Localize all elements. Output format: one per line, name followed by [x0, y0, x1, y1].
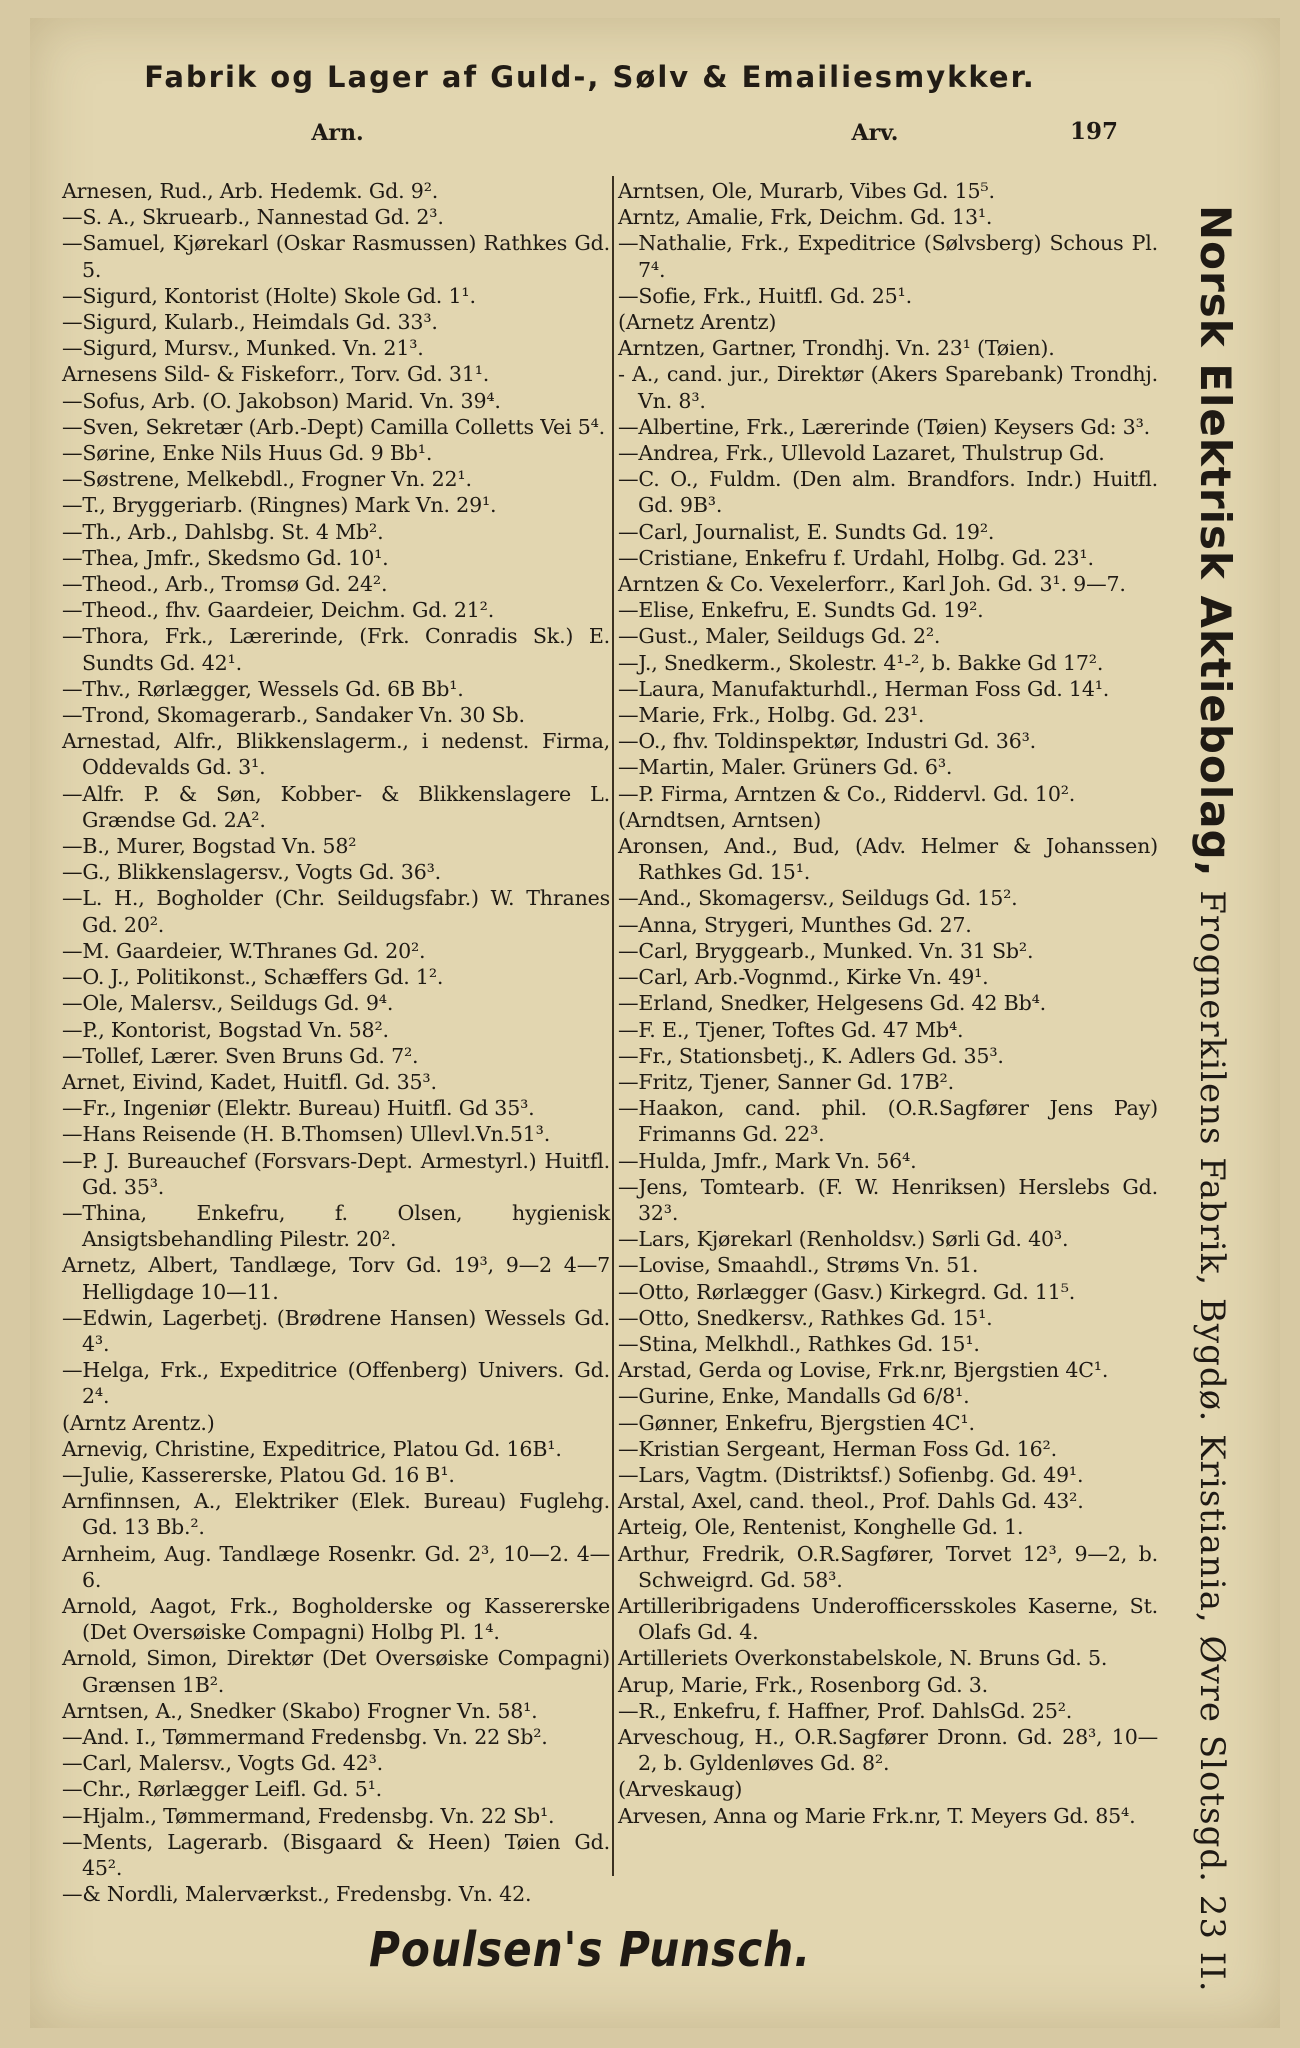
directory-entry: Arteig, Ole, Rentenist, Konghelle Gd. 1.: [618, 1515, 1024, 1540]
directory-entry: —Fr., Stationsbetj., K. Adlers Gd. 35³.: [618, 1043, 1004, 1068]
directory-entry: Arnevig, Christine, Expeditrice, Platou Gd. 16B¹.: [62, 1436, 562, 1461]
directory-entry: Arnold, Simon, Direktør (Det Oversøiske Compagni) Grænsen 1B².: [62, 1646, 610, 1697]
directory-entry: —T., Bryggeriarb. (Ringnes) Mark Vn. 29¹.: [62, 493, 497, 518]
directory-entry: Arthur, Fredrik, O.R.Sagfører, Torvet 12³, 9—2, b. Schweigrd. Gd. 58³.: [618, 1541, 1158, 1592]
directory-entry: —Erland, Snedker, Helgesens Gd. 42 Bb⁴.: [618, 991, 1046, 1016]
directory-entry: —Sigurd, Kontorist (Holte) Skole Gd. 1¹.: [62, 283, 476, 308]
directory-entry: —B., Murer, Bogstad Vn. 58²: [62, 834, 357, 859]
directory-entry: (Arveskaug): [618, 1777, 743, 1802]
directory-entry: —Sigurd, Mursv., Munked. Vn. 21³.: [62, 336, 424, 361]
directory-entry: Artilleriets Overkonstabelskole, N. Bruns Gd. 5.: [618, 1646, 1108, 1671]
directory-entry: Arnesen, Rud., Arb. Hedemk. Gd. 9².: [62, 179, 439, 203]
directory-entry: —Samuel, Kjørekarl (Oskar Rasmussen) Rathkes Gd. 5.: [62, 231, 610, 282]
directory-entry: Arntzen, Gartner, Trondhj. Vn. 23¹ (Tøien).: [618, 336, 1055, 361]
directory-entry: —And. I., Tømmermand Fredensbg. Vn. 22 Sb².: [62, 1724, 548, 1749]
directory-entry: —C. O., Fuldm. (Den alm. Brandfors. Indr.) Huitfl. Gd. 9B³.: [618, 467, 1158, 518]
directory-entry: —Julie, Kassererske, Platou Gd. 16 B¹.: [62, 1462, 455, 1487]
directory-entry: —Cristiane, Enkefru f. Urdahl, Holbg. Gd. 23¹.: [618, 545, 1094, 570]
directory-entry: —O. J., Politikonst., Schæffers Gd. 1².: [62, 965, 444, 990]
directory-entry: —J., Snedkerm., Skolestr. 4¹-², b. Bakke Gd 17².: [618, 650, 1104, 675]
directory-entry: —Ole, Malersv., Seildugs Gd. 9⁴.: [62, 991, 394, 1016]
directory-entry: —Albertine, Frk., Lærerinde (Tøien) Keysers Gd: 3³.: [618, 414, 1150, 439]
directory-entry: —S. A., Skruearb., Nannestad Gd. 2³.: [62, 205, 444, 230]
column-divider: [612, 176, 614, 1876]
directory-entry: Arveschoug, H., O.R.Sagfører Dronn. Gd. 28³, 10—2, b. Gyldenløves Gd. 8².: [618, 1724, 1158, 1776]
directory-entry: —& Nordli, Malerværkst., Fredensbg. Vn. 42.: [62, 1882, 532, 1907]
right-column-header: Arv.: [851, 120, 899, 146]
side-ad-company: Norsk Elektrisk Aktiebolag,: [1191, 205, 1240, 878]
directory-entry: —Nathalie, Frk., Expeditrice (Sølvsberg) Schous Pl. 7⁴.: [618, 231, 1158, 282]
directory-entry: —Gønner, Enkefru, Bjergstien 4C¹.: [618, 1410, 975, 1435]
directory-entry: —Otto, Snedkersv., Rathkes Gd. 15¹.: [618, 1305, 993, 1330]
directory-entry: Arstal, Axel, cand. theol., Prof. Dahls Gd. 43².: [618, 1489, 1084, 1514]
directory-entry: —P. J. Bureauchef (Forsvars-Dept. Armestyrl.) Huitfl. Gd. 35³.: [62, 1148, 610, 1199]
directory-entry: —Fritz, Tjener, Sanner Gd. 17B².: [618, 1069, 954, 1094]
left-column: [62, 178, 610, 1907]
directory-entry: —Søstrene, Melkebdl., Frogner Vn. 22¹.: [62, 467, 472, 492]
directory-entry: —Anna, Strygeri, Munthes Gd. 27.: [618, 912, 972, 937]
directory-entry: —Hulda, Jmfr., Mark Vn. 56⁴.: [618, 1148, 917, 1173]
directory-entry: —Sofie, Frk., Huitfl. Gd. 25¹.: [618, 283, 912, 308]
page-number: 197: [1070, 118, 1119, 145]
directory-entry: Arup, Marie, Frk., Rosenborg Gd. 3.: [618, 1672, 989, 1697]
directory-entry: —Marie, Frk., Holbg. Gd. 23¹.: [618, 703, 925, 728]
directory-entry: —Th., Arb., Dahlsbg. St. 4 Mb².: [62, 519, 384, 544]
left-column-header: Arn.: [311, 120, 364, 146]
directory-entry: —P. Firma, Arntzen & Co., Riddervl. Gd. 10².: [618, 781, 1076, 806]
directory-entry: —Helga, Frk., Expeditrice (Offenberg) Univers. Gd. 2⁴.: [62, 1358, 610, 1409]
directory-entry: —R., Enkefru, f. Haffner, Prof. DahlsGd. 25².: [618, 1698, 1073, 1723]
directory-entry: —Sigurd, Kularb., Heimdals Gd. 33³.: [62, 310, 438, 335]
directory-entry: —L. H., Bogholder (Chr. Seildugsfabr.) W. Thranes Gd. 20².: [62, 886, 610, 937]
directory-entry: —Tollef, Lærer. Sven Bruns Gd. 7².: [62, 1043, 419, 1068]
directory-entry: —G., Blikkenslagersv., Vogts Gd. 36³.: [62, 860, 441, 885]
directory-entry: Artilleribrigadens Underofficersskoles Kaserne, St. Olafs Gd. 4.: [618, 1593, 1158, 1645]
directory-entry: —Andrea, Frk., Ullevold Lazaret, Thulstrup Gd.: [618, 441, 1105, 466]
bottom-advertisement: Poulsen's Punsch.: [368, 1922, 812, 1978]
directory-entry: —Lars, Kjørekarl (Renholdsv.) Sørli Gd. 40³.: [618, 1227, 1069, 1252]
directory-entry: —Theod., fhv. Gaardeier, Deichm. Gd. 21².: [62, 598, 495, 623]
directory-entry: —Carl, Malersv., Vogts Gd. 42³.: [62, 1751, 384, 1776]
directory-entry: Arnet, Eivind, Kadet, Huitfl. Gd. 35³.: [62, 1069, 437, 1094]
directory-entry: —Theod., Arb., Tromsø Gd. 24².: [62, 572, 388, 597]
directory-entry: Arntsen, Ole, Murarb, Vibes Gd. 15⁵.: [618, 179, 995, 203]
directory-entry: Aronsen, And., Bud, (Adv. Helmer & Johanssen) Rathkes Gd. 15¹.: [618, 834, 1158, 885]
directory-entry: —Carl, Journalist, E. Sundts Gd. 19².: [618, 519, 995, 544]
directory-entry: —Elise, Enkefru, E. Sundts Gd. 19².: [618, 598, 984, 623]
directory-entry: Arnestad, Alfr., Blikkenslagerm., i nedenst. Firma, Oddevalds Gd. 3¹.: [62, 729, 610, 780]
directory-entry: —Chr., Rørlægger Leifl. Gd. 5¹.: [62, 1777, 383, 1802]
directory-entry: Arnesens Sild- & Fiskeforr., Torv. Gd. 31¹.: [62, 362, 490, 387]
directory-entry: —Kristian Sergeant, Herman Foss Gd. 16².: [618, 1436, 1057, 1461]
directory-entry: —Hjalm., Tømmermand, Fredensbg. Vn. 22 Sb¹.: [62, 1803, 555, 1828]
directory-entry: —Thora, Frk., Lærerinde, (Frk. Conradis Sk.) E. Sundts Gd. 42¹.: [62, 624, 610, 675]
directory-entry: —Haakon, cand. phil. (O.R.Sagfører Jens Pay) Frimanns Gd. 22³.: [618, 1096, 1158, 1147]
directory-entry: —M. Gaardeier, W.Thranes Gd. 20².: [62, 938, 426, 963]
directory-entry: —Thina, Enkefru, f. Olsen, hygienisk Ansigtsbehandling Pilestr. 20².: [62, 1200, 610, 1252]
directory-entry: —Sofus, Arb. (O. Jakobson) Marid. Vn. 39⁴.: [62, 388, 501, 413]
directory-entry: —Stina, Melkhdl., Rathkes Gd. 15¹.: [618, 1331, 980, 1356]
directory-entry: —Lovise, Smaahdl., Strøms Vn. 51.: [618, 1253, 979, 1278]
directory-entry: —Carl, Bryggearb., Munked. Vn. 31 Sb².: [618, 938, 1034, 963]
directory-entry: Arstad, Gerda og Lovise, Frk.nr, Bjergstien 4C¹.: [618, 1358, 1109, 1383]
directory-entry: —Martin, Maler. Grüners Gd. 6³.: [618, 755, 953, 780]
right-column: [618, 178, 1158, 1880]
side-ad-address: Frognerkilens Fabrik, Bygdø. Kristiania, Øvre Slotsgd. 23 II.: [1192, 890, 1232, 1993]
top-advertisement: Fabrik og Lager af Guld-, Sølv & Emailiesmykker.: [144, 60, 1036, 94]
directory-entry: Arvesen, Anna og Marie Frk.nr, T. Meyers Gd. 85⁴.: [618, 1803, 1136, 1828]
directory-entry: —F. E., Tjener, Toftes Gd. 47 Mb⁴.: [618, 1017, 964, 1042]
directory-entry: —P., Kontorist, Bogstad Vn. 58².: [62, 1017, 389, 1042]
directory-entry: —Sven, Sekretær (Arb.-Dept) Camilla Colletts Vei 5⁴.: [62, 414, 606, 439]
directory-entry: Arntzen & Co. Vexelerforr., Karl Joh. Gd. 3¹. 9—7.: [618, 572, 1126, 597]
directory-entry: —Thv., Rørlægger, Wessels Gd. 6B Bb¹.: [62, 676, 464, 701]
directory-entry: —Laura, Manufakturhdl., Herman Foss Gd. 14¹.: [618, 676, 1110, 701]
directory-entry: —Ments, Lagerarb. (Bisgaard & Heen) Tøien Gd. 45².: [62, 1829, 610, 1880]
directory-entry: —Gurine, Enke, Mandalls Gd 6/8¹.: [618, 1384, 970, 1409]
directory-entry: Arnold, Aagot, Frk., Bogholderske og Kassererske (Det Oversøiske Compagni) Holbg Pl. 1⁴.: [62, 1593, 610, 1645]
directory-entry: —Sørine, Enke Nils Huus Gd. 9 Bb¹.: [62, 441, 433, 466]
directory-entry: —Jens, Tomtearb. (F. W. Henriksen) Herslebs Gd. 32³.: [618, 1174, 1158, 1225]
directory-entry: —Thea, Jmfr., Skedsmo Gd. 10¹.: [62, 545, 389, 570]
directory-entry: Arnheim, Aug. Tandlæge Rosenkr. Gd. 2³, 10—2. 4—6.: [62, 1541, 610, 1592]
directory-entry: (Arntz Arentz.): [62, 1410, 215, 1435]
directory-entry: Arnetz, Albert, Tandlæge, Torv Gd. 19³, 9—2 4—7 Helligdage 10—11.: [62, 1253, 610, 1304]
directory-entry: —Carl, Arb.-Vognmd., Kirke Vn. 49¹.: [618, 965, 989, 990]
directory-entry: —Fr., Ingeniør (Elektr. Bureau) Huitfl. Gd 35³.: [62, 1096, 535, 1121]
directory-entry: Arnfinnsen, A., Elektriker (Elek. Bureau) Fuglehg. Gd. 13 Bb.².: [62, 1489, 610, 1540]
directory-entry: —Edwin, Lagerbetj. (Brødrene Hansen) Wessels Gd. 4³.: [62, 1305, 610, 1356]
side-advertisement: [1150, 205, 1240, 1993]
directory-entry: - A., cand. jur., Direktør (Akers Sparebank) Trondhj. Vn. 8³.: [618, 362, 1158, 413]
directory-entry: —Gust., Maler, Seildugs Gd. 2².: [618, 624, 941, 649]
directory-entry: —O., fhv. Toldinspektør, Industri Gd. 36³.: [618, 729, 1036, 754]
directory-entry: —And., Skomagersv., Seildugs Gd. 15².: [618, 886, 1018, 911]
directory-entry: —Otto, Rørlægger (Gasv.) Kirkegrd. Gd. 11⁵.: [618, 1279, 1076, 1304]
directory-entry: (Arnetz Arentz): [618, 310, 777, 335]
directory-entry: Arntz, Amalie, Frk, Deichm. Gd. 13¹.: [618, 205, 993, 230]
directory-entry: —Alfr. P. & Søn, Kobber- & Blikkenslagere L. Grændse Gd. 2A².: [62, 781, 610, 832]
directory-entry: Arntsen, A., Snedker (Skabo) Frogner Vn. 58¹.: [62, 1698, 538, 1723]
directory-entry: —Lars, Vagtm. (Distriktsf.) Sofienbg. Gd. 49¹.: [618, 1462, 1084, 1487]
directory-entry: —Hans Reisende (H. B.Thomsen) Ullevl.Vn.51³.: [62, 1122, 551, 1147]
directory-entry: (Arndtsen, Arntsen): [618, 807, 822, 832]
directory-entry: —Trond, Skomagerarb., Sandaker Vn. 30 Sb.: [62, 703, 525, 728]
